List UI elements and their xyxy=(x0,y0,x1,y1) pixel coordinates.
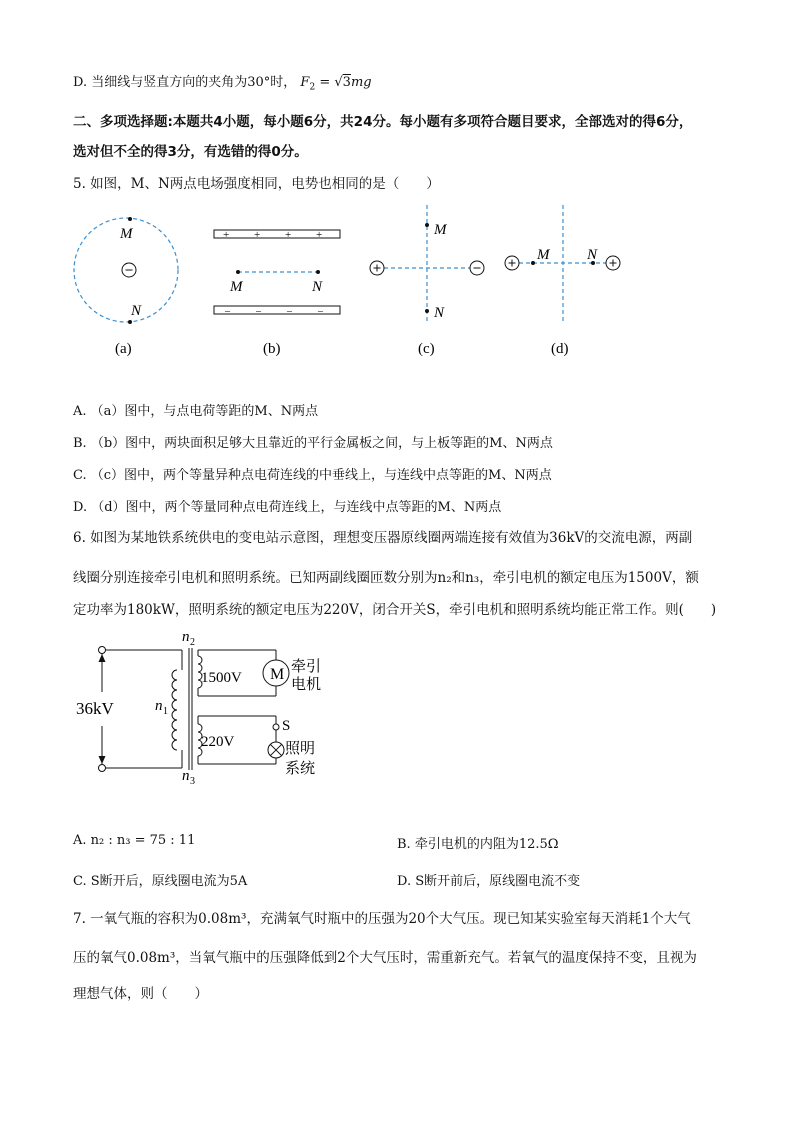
switch-terminal xyxy=(273,724,279,730)
sqrt-radicand: 3 xyxy=(342,75,351,90)
n2-label: n xyxy=(182,629,190,645)
light-label-1: 照明 xyxy=(285,741,316,757)
q4-option-d xyxy=(73,71,372,93)
light-voltage-label: 220V xyxy=(201,734,235,750)
formula-F-sub: 2 xyxy=(309,82,316,93)
formula-eq: = xyxy=(315,75,335,90)
q5-figure xyxy=(60,200,660,360)
q6-stem-line3: 定功率为180kW，照明系统的额定电压为220V，闭合开关S，牵引电机和照明系统均能正常工作。则( ) xyxy=(73,602,717,618)
q6-option-d: D. S断开前后，原线圈电流不变 xyxy=(397,874,581,889)
point-m-label: M xyxy=(120,226,133,242)
q6-option-a: A. n₂ : n₃ = 75 : 11 xyxy=(73,833,196,848)
point-m-label: M xyxy=(537,247,550,263)
section2-line1: 二、多项选择题:本题共4小题，每小题6分，共24分。每小题有多项符合题目要求，全部选对的得6分， xyxy=(73,114,693,130)
figure-b-label: (b) xyxy=(263,341,281,357)
plate-minus-2: – xyxy=(256,306,261,317)
point-m-label: M xyxy=(434,222,447,238)
n1-label: n xyxy=(155,698,163,714)
point-m-dot xyxy=(128,217,132,221)
q7-line2: 压的氧气0.08m³，当氧气瓶中的压强降低到2个大气压时，需重新充气。若氧气的温度保持不变，且视为 xyxy=(73,950,697,966)
plate-plus-1: + xyxy=(223,229,230,241)
figure-b xyxy=(214,229,340,357)
figure-c xyxy=(370,205,484,357)
formula-mg: mg xyxy=(350,75,372,90)
q5-option-c: C. （c）图中，两个等量异种点电荷连线的中垂线上，与连线中点等距的M、N两点 xyxy=(73,468,552,483)
point-n-label: N xyxy=(434,305,445,321)
q6-stem-line1: 6. 如图为某地铁系统供电的变电站示意图，理想变压器原线圈两端连接有效值为36kV的交流电源，两副 xyxy=(73,530,693,546)
point-n-label: N xyxy=(587,247,598,263)
arrowhead-up xyxy=(99,654,106,662)
q4-option-d-text: D. 当细线与竖直方向的夹角为30°时， xyxy=(73,75,297,90)
figure-a xyxy=(74,217,178,357)
plate-minus-3: – xyxy=(287,306,292,317)
section2-line2: 选对但不全的得3分，有选错的得0分。 xyxy=(73,144,308,160)
point-n-dot xyxy=(425,309,429,313)
point-n-dot xyxy=(316,270,320,274)
n1-sub: 1 xyxy=(163,706,168,717)
point-n-dot xyxy=(128,320,132,324)
primary-coil xyxy=(172,670,177,750)
point-m-dot xyxy=(236,270,240,274)
motor-symbol: M xyxy=(270,666,285,683)
q5-stem: 5. 如图，M、N两点电场强度相同，电势也相同的是（ ） xyxy=(73,176,440,192)
figure-a-label: (a) xyxy=(115,341,132,357)
plate-minus-1: – xyxy=(225,306,230,317)
point-m-dot xyxy=(425,223,429,227)
plate-plus-3: + xyxy=(285,229,292,241)
motor-voltage-label: 1500V xyxy=(201,670,242,686)
point-n-label: N xyxy=(131,303,142,319)
plate-plus-4: + xyxy=(316,229,323,241)
q6-stem-line2: 线圈分别连接牵引电机和照明系统。已知两副线圈匝数分别为n₂和n₃，牵引电机的额定电压为1500V，额 xyxy=(73,570,699,586)
q5-option-d: D. （d）图中，两个等量同种点电荷连线上，与连线中点等距的M、N两点 xyxy=(73,500,502,515)
plate-minus-4: – xyxy=(318,306,323,317)
figure-d-label: (d) xyxy=(551,341,569,357)
q5-option-a: A. （a）图中，与点电荷等距的M、N两点 xyxy=(73,404,319,419)
plate-plus-2: + xyxy=(254,229,261,241)
sqrt-sign: √ xyxy=(334,75,343,90)
motor-label-1: 牵引 xyxy=(291,659,322,675)
q5-option-b: B. （b）图中，两块面积足够大且靠近的平行金属板之间，与上板等距的M、N两点 xyxy=(73,436,553,451)
q6-option-b: B. 牵引电机的内阻为12.5Ω xyxy=(397,837,559,852)
point-m-dot xyxy=(531,261,535,265)
figure-d xyxy=(505,205,620,357)
q6-option-c: C. S断开后，原线圈电流为5A xyxy=(73,874,248,889)
source-voltage-label: 36kV xyxy=(76,699,114,718)
point-n-label: N xyxy=(312,279,323,295)
light-label-2: 系统 xyxy=(285,761,316,777)
n2-sub: 2 xyxy=(190,637,195,648)
point-m-label: M xyxy=(230,279,243,295)
terminal-bottom xyxy=(99,765,106,772)
formula-F: F xyxy=(300,75,310,90)
figure-c-label: (c) xyxy=(418,341,435,357)
arrowhead-down xyxy=(99,756,106,764)
transformer-diagram xyxy=(70,628,360,788)
terminal-top xyxy=(99,647,106,654)
motor-label-2: 电机 xyxy=(291,677,322,693)
q7-line1: 7. 一氧气瓶的容积为0.08m³，充满氧气时瓶中的压强为20个大气压。现已知某实验室每天消耗1个大气 xyxy=(73,911,691,927)
q7-line3: 理想气体，则（ ） xyxy=(73,986,208,1002)
n3-label: n xyxy=(182,768,190,784)
n3-sub: 3 xyxy=(190,776,195,787)
switch-label: S xyxy=(282,718,291,734)
